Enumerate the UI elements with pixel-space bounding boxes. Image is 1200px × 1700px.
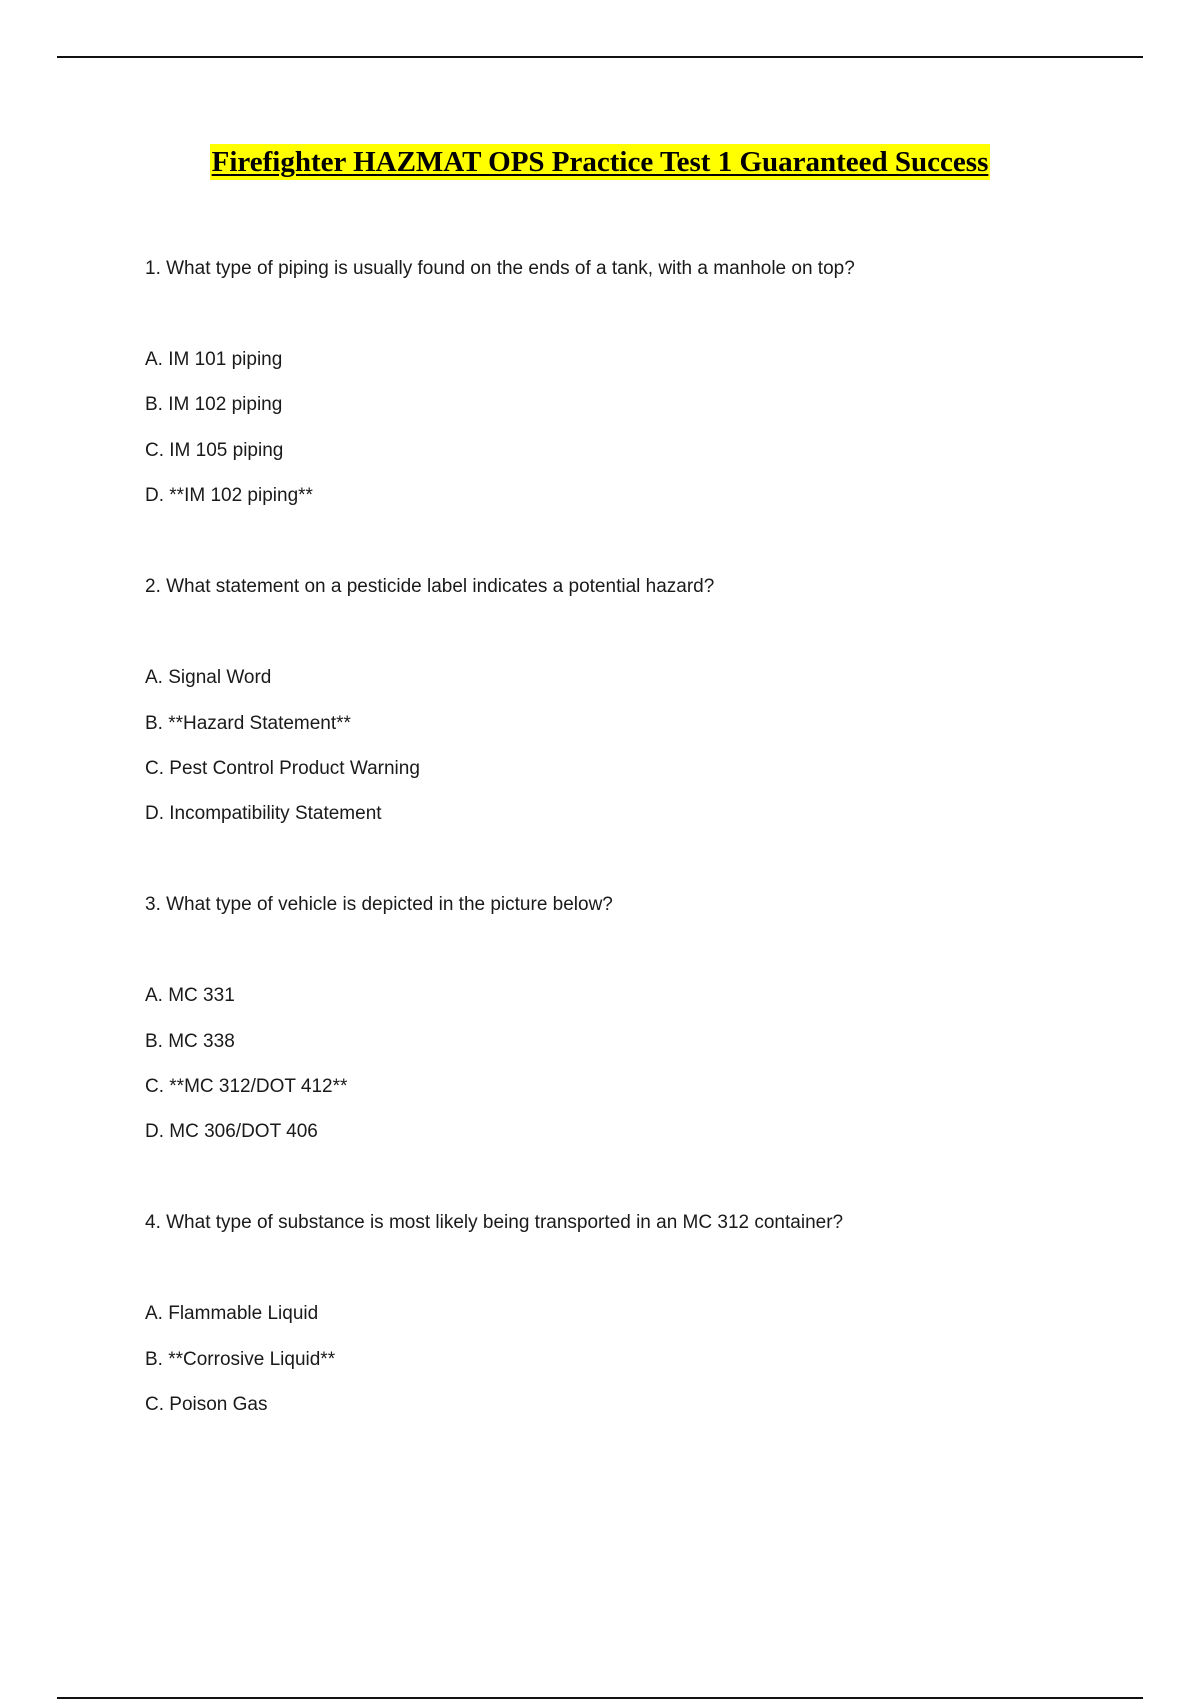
- question-4-option-c: C. Poison Gas: [145, 1394, 268, 1415]
- question-2-option-b: B. **Hazard Statement**: [145, 713, 351, 734]
- question-4-option-a: A. Flammable Liquid: [145, 1303, 319, 1324]
- question-2-text: 2. What statement on a pesticide label indicates a potential hazard?: [145, 576, 715, 597]
- question-1-text: 1. What type of piping is usually found on the ends of a tank, with a manhole on top?: [145, 258, 855, 279]
- question-4-text: 4. What type of substance is most likely being transported in an MC 312 container?: [145, 1212, 844, 1233]
- document-title: Firefighter HAZMAT OPS Practice Test 1 Guaranteed Success: [211, 146, 989, 178]
- question-2-option-a: A. Signal Word: [145, 667, 272, 688]
- question-3-option-c: C. **MC 312/DOT 412**: [145, 1076, 348, 1097]
- question-1-option-d: D. **IM 102 piping**: [145, 485, 313, 506]
- question-3-option-b: B. MC 338: [145, 1031, 235, 1052]
- question-2-option-d: D. Incompatibility Statement: [145, 803, 382, 824]
- top-divider: [57, 56, 1143, 58]
- question-1-option-b: B. IM 102 piping: [145, 394, 283, 415]
- question-1-option-a: A. IM 101 piping: [145, 349, 283, 370]
- question-1-option-c: C. IM 105 piping: [145, 440, 284, 461]
- title-container: [0, 144, 1200, 180]
- question-3-option-d: D. MC 306/DOT 406: [145, 1121, 318, 1142]
- question-3-text: 3. What type of vehicle is depicted in the picture below?: [145, 894, 613, 915]
- question-2-option-c: C. Pest Control Product Warning: [145, 758, 420, 779]
- bottom-divider: [57, 1697, 1143, 1699]
- question-4-option-b: B. **Corrosive Liquid**: [145, 1349, 336, 1370]
- question-3-option-a: A. MC 331: [145, 985, 235, 1006]
